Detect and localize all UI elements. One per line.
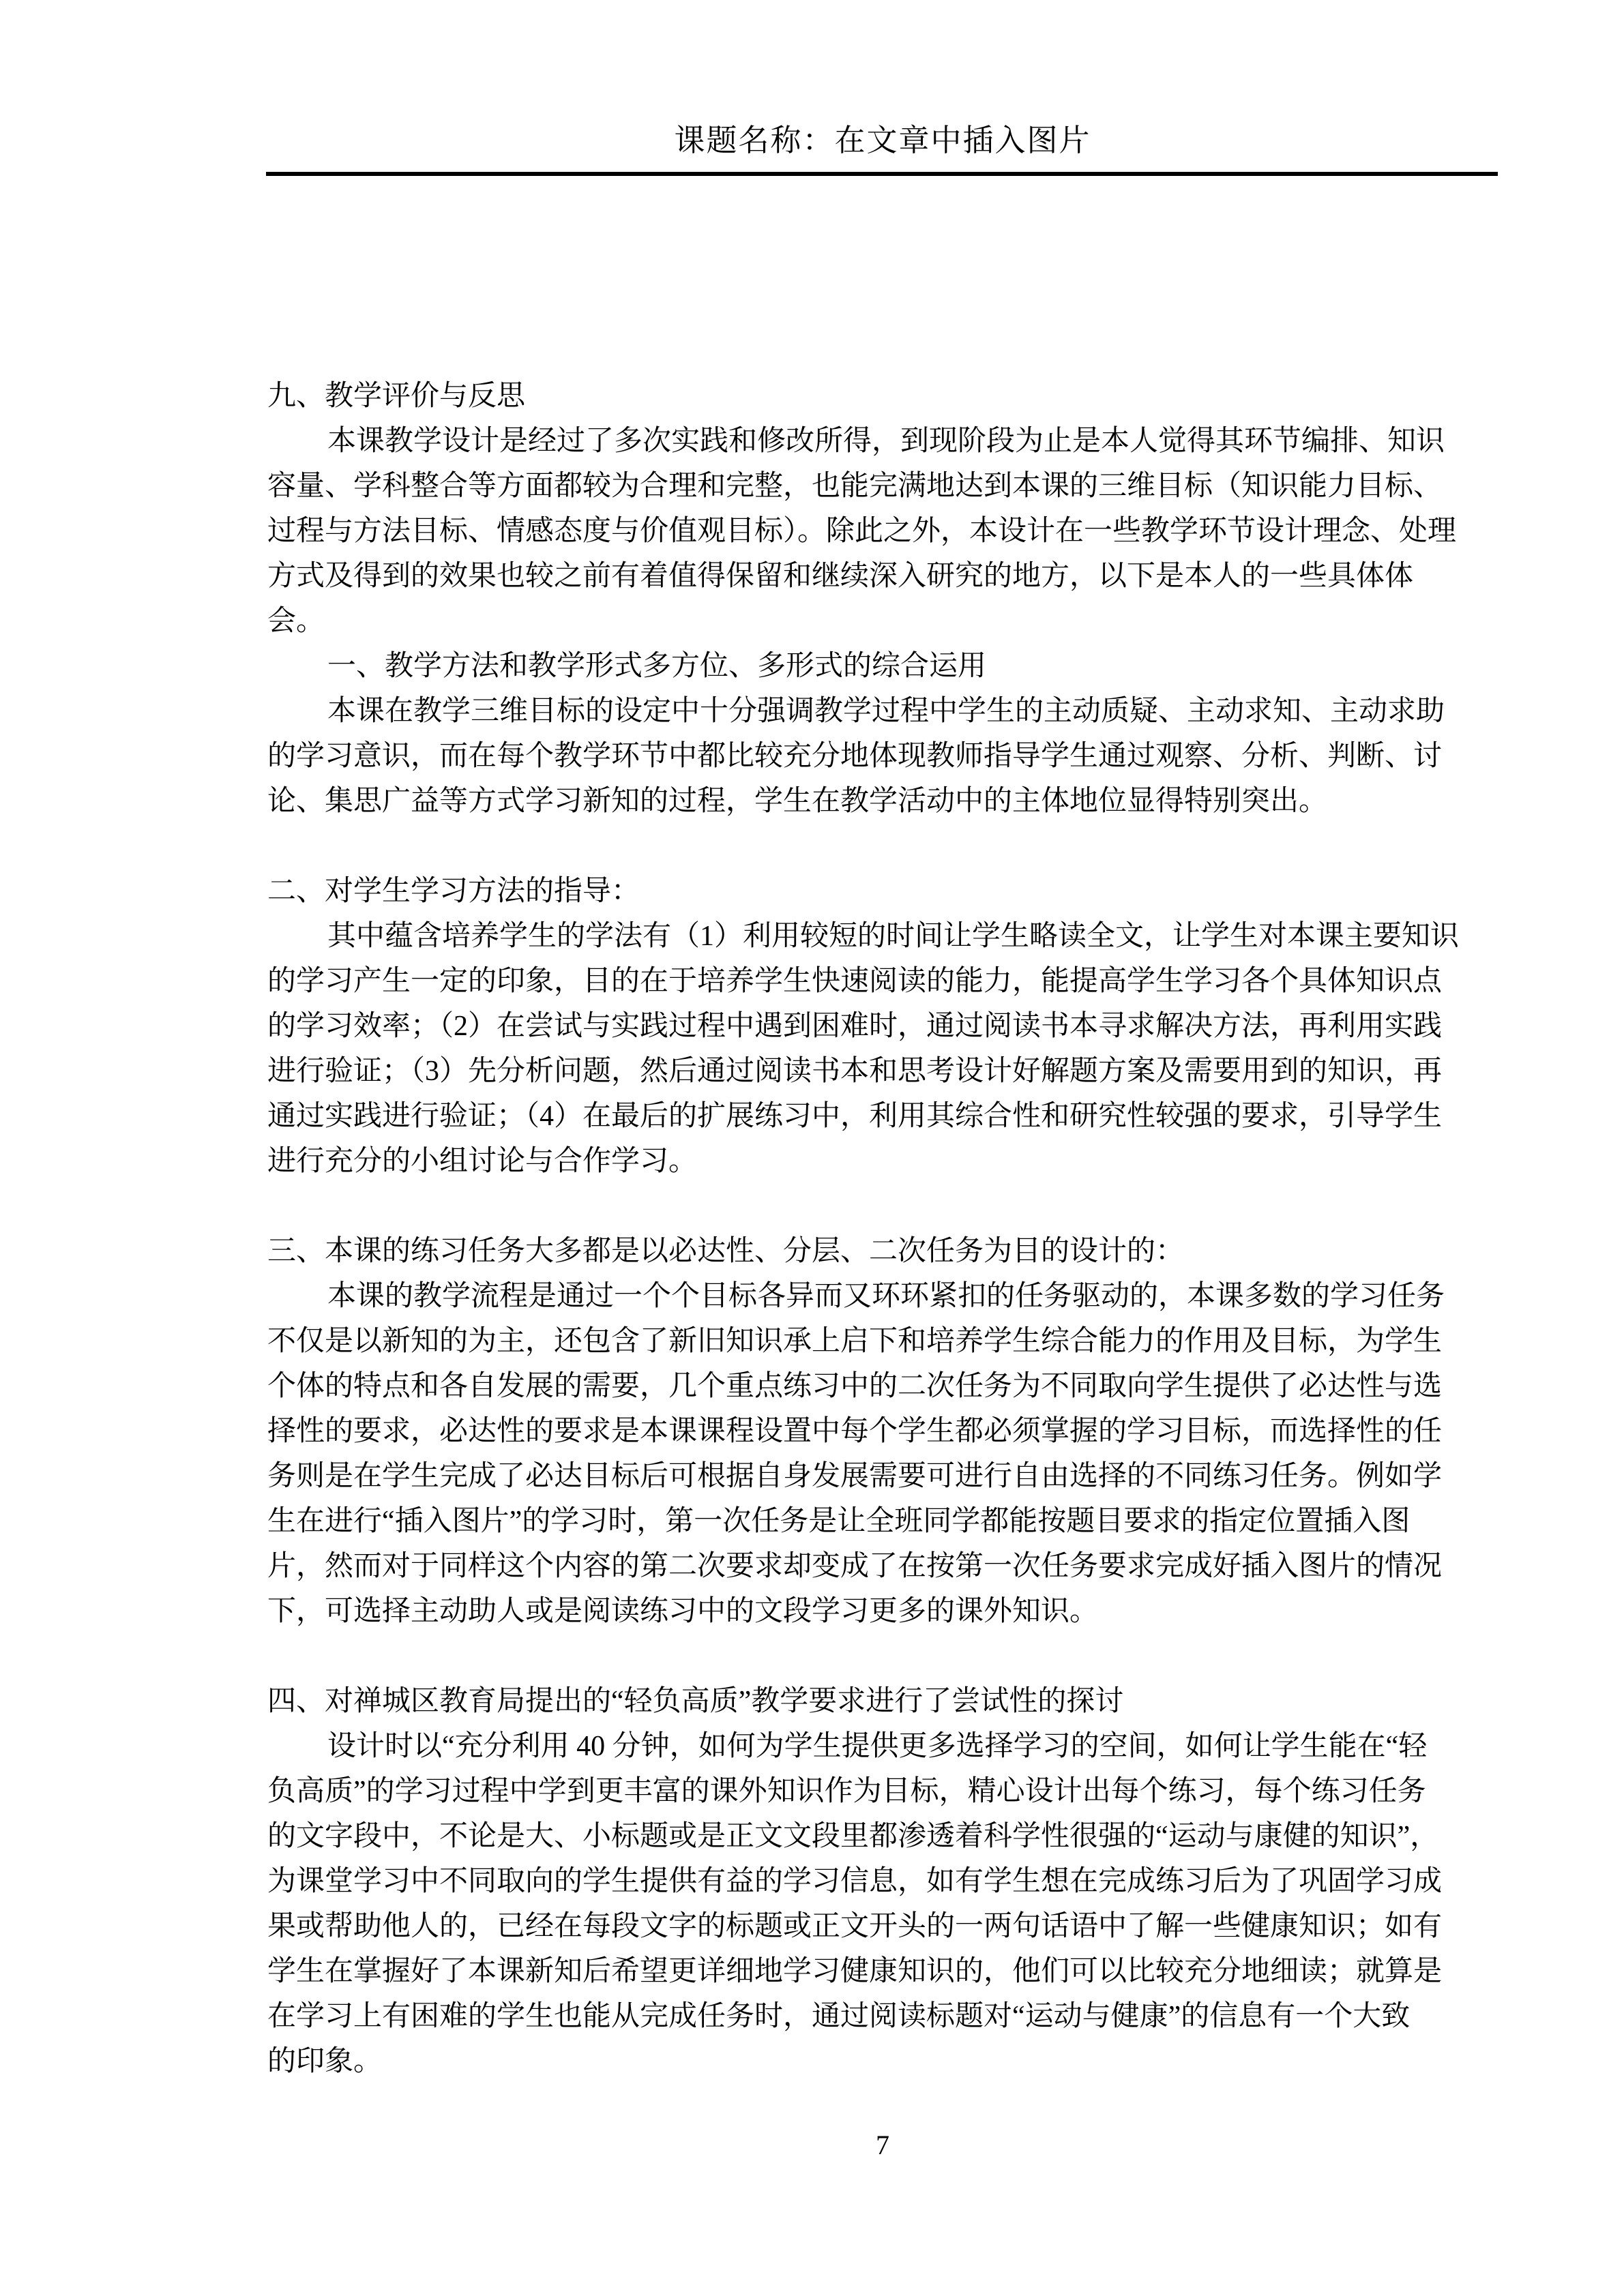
text-line: 为课堂学习中不同取向的学生提供有益的学习信息，如有学生想在完成练习后为了巩固学习成	[267, 1866, 1443, 1897]
text-line: 通过实践进行验证；（4）在最后的扩展练习中，利用其综合性和研究性较强的要求，引导学生	[267, 1101, 1443, 1132]
text-line: 不仅是以新知的为主，还包含了新旧知识承上启下和培养学生综合能力的作用及目标，为学生	[267, 1326, 1443, 1357]
section-heading-line: 一、教学方法和教学形式多方位、多形式的综合运用	[327, 651, 987, 682]
text-line: 学生在掌握好了本课新知后希望更详细地学习健康知识的，他们可以比较充分地细读；就算是	[267, 1956, 1443, 1987]
section-heading-line: 九、教学评价与反思	[267, 381, 526, 412]
text-line: 务则是在学生完成了必达目标后可根据自身发展需要可进行自由选择的不同练习任务。例如学	[267, 1461, 1443, 1492]
page-footer	[267, 2129, 1498, 2162]
header-rule	[266, 172, 1498, 176]
text-line: 容量、学科整合等方面都较为合理和完整，也能完满地达到本课的三维目标（知识能力目标、	[267, 471, 1443, 502]
text-line: 片，然而对于同样这个内容的第二次要求却变成了在按第一次任务要求完成好插入图片的情况	[267, 1551, 1443, 1582]
header-title: 课题名称：在文章中插入图片	[674, 123, 1091, 158]
text-line: 在学习上有困难的学生也能从完成任务时，通过阅读标题对“运动与健康”的信息有一个大致	[267, 2001, 1411, 2032]
blank-line	[267, 824, 1503, 869]
page-number: 7	[876, 2130, 889, 2160]
text-line: 下，可选择主动助人或是阅读练习中的文段学习更多的课外知识。	[267, 1596, 1099, 1627]
text-line: 进行充分的小组讨论与合作学习。	[267, 1146, 698, 1177]
text-line: 生在进行“插入图片”的学习时，第一次任务是让全班同学都能按题目要求的指定位置插入图	[267, 1506, 1411, 1537]
blank-line	[267, 1184, 1503, 1229]
text-line: 负高质”的学习过程中学到更丰富的课外知识作为目标，精心设计出每个练习，每个练习任务	[267, 1776, 1426, 1807]
text-line: 其中蕴含培养学生的学法有（1）利用较短的时间让学生略读全文，让学生对本课主要知识	[327, 921, 1460, 952]
blank-line	[267, 1634, 1503, 1679]
text-line: 个体的特点和各自发展的需要，几个重点练习中的二次任务为不同取向学生提供了必达性与选	[267, 1371, 1443, 1402]
document-body	[267, 374, 1503, 2084]
text-line: 择性的要求，必达性的要求是本课课程设置中每个学生都必须掌握的学习目标，而选择性的任	[267, 1416, 1443, 1447]
text-line: 会。	[267, 606, 325, 637]
text-line: 本课的教学流程是通过一个个目标各异而又环环紧扣的任务驱动的，本课多数的学习任务	[327, 1281, 1445, 1312]
text-line: 的学习意识，而在每个教学环节中都比较充分地体现教师指导学生通过观察、分析、判断、讨	[267, 741, 1443, 772]
section-heading-line: 三、本课的练习任务大多都是以必达性、分层、二次任务为目的设计的：	[267, 1236, 1185, 1267]
section-heading-line: 二、对学生学习方法的指导：	[267, 876, 640, 907]
text-line: 的文字段中，不论是大、小标题或是正文文段里都渗透着科学性很强的“运动与康健的知识”，	[267, 1821, 1439, 1852]
text-line: 本课在教学三维目标的设定中十分强调教学过程中学生的主动质疑、主动求知、主动求助	[327, 696, 1445, 727]
text-line: 进行验证；（3）先分析问题，然后通过阅读书本和思考设计好解题方案及需要用到的知识，再	[267, 1056, 1443, 1087]
text-line: 果或帮助他人的，已经在每段文字的标题或正文开头的一两句话语中了解一些健康知识；如有	[267, 1911, 1443, 1942]
text-line: 的印象。	[267, 2046, 383, 2077]
text-line: 本课教学设计是经过了多次实践和修改所得，到现阶段为止是本人觉得其环节编排、知识	[327, 426, 1445, 457]
text-line: 论、集思广益等方式学习新知的过程，学生在教学活动中的主体地位显得特别突出。	[267, 786, 1328, 817]
text-line: 的学习产生一定的印象，目的在于培养学生快速阅读的能力，能提高学生学习各个具体知识点	[267, 966, 1443, 997]
section-heading-line: 四、对禅城区教育局提出的“轻负高质”教学要求进行了尝试性的探讨	[267, 1686, 1124, 1717]
text-line: 的学习效率；（2）在尝试与实践过程中遇到困难时，通过阅读书本寻求解决方法，再利用实践	[267, 1011, 1443, 1042]
text-line: 设计时以“充分利用 40 分钟，如何为学生提供更多选择学习的空间，如何让学生能在“轻	[327, 1731, 1428, 1762]
text-line: 方式及得到的效果也较之前有着值得保留和继续深入研究的地方，以下是本人的一些具体体	[267, 561, 1414, 592]
text-line: 过程与方法目标、情感态度与价值观目标）。除此之外，本设计在一些教学环节设计理念、处理	[267, 516, 1457, 547]
